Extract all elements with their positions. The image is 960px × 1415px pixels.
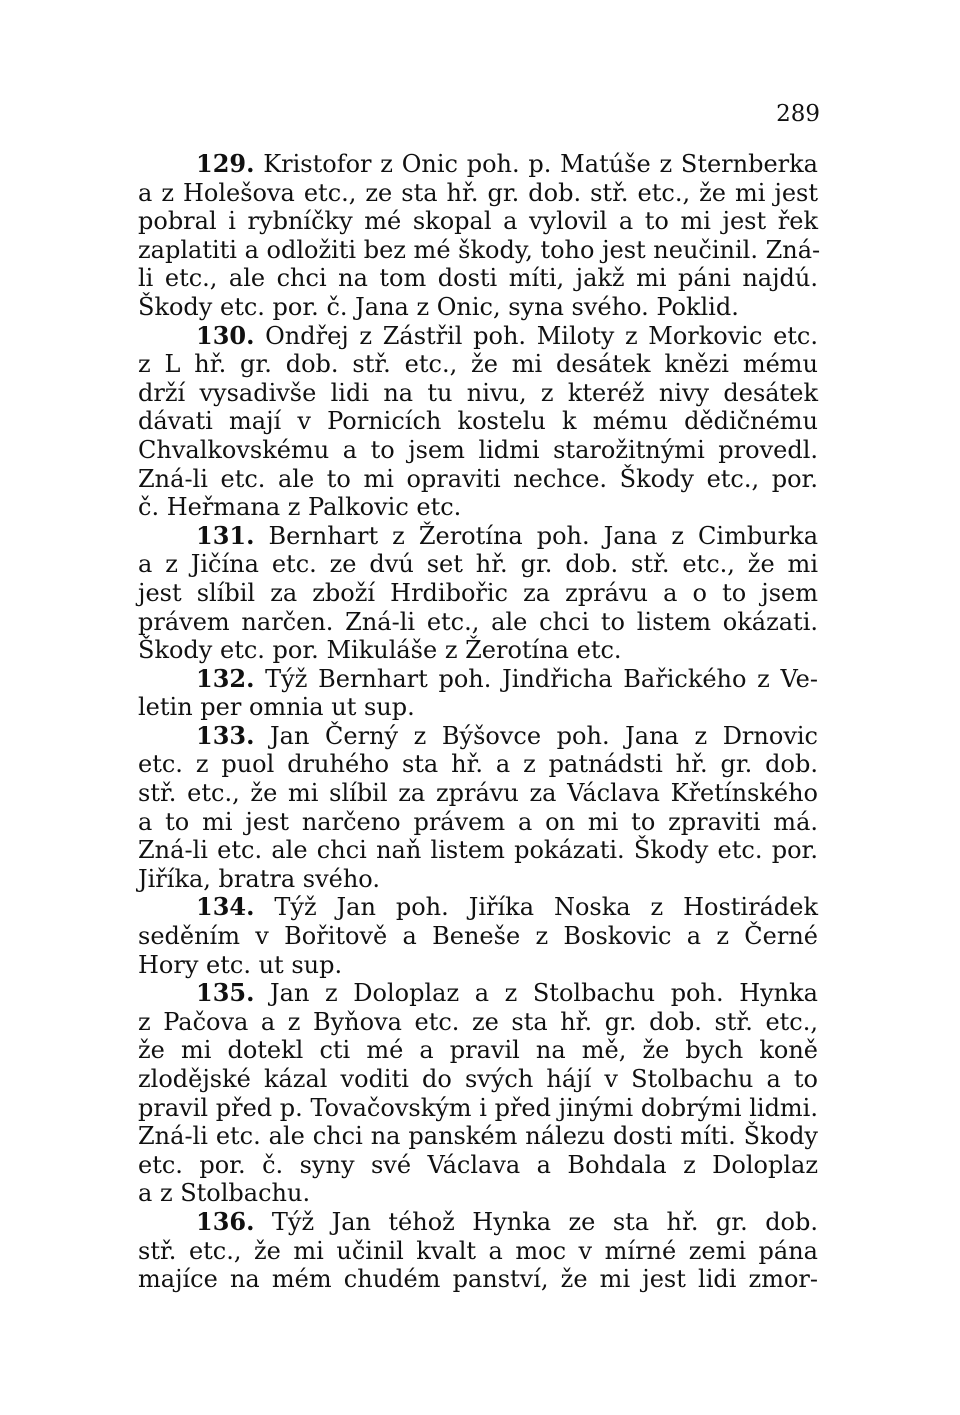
line-text: a z Stolbachu. [138, 1179, 311, 1208]
text-line [138, 1265, 818, 1294]
text-line [138, 235, 821, 265]
line-text: Týž Jan poh. Jiříka Noska z Hostirádek [254, 893, 818, 922]
line-text: Týž Jan téhož Hynka ze sta hř. gr. dob. [254, 1207, 818, 1236]
line-text: Hory etc. ut sup. [138, 950, 343, 979]
text-line [138, 350, 818, 379]
text-line [138, 893, 818, 922]
line-text: Jiříka, bratra svého. [138, 864, 380, 893]
line-text: li etc., ale chci na tom dosti míti, jakž mi páni najdú. [138, 264, 818, 293]
line-text: a to mi jest narčeno právem a on mi to zpraviti má. [138, 807, 818, 836]
text-line [138, 407, 818, 436]
text-line [138, 665, 818, 694]
line-text: stř. etc., že mi učinil kvalt a moc v mírné zemi pána [138, 1236, 818, 1265]
text-line [138, 693, 818, 722]
entry-number: 135. [196, 978, 255, 1008]
line-text: dávati mají v Pornicích kostelu k mému dědičnému [138, 407, 818, 436]
entry-number: 132. [196, 663, 255, 693]
line-text: Zná-li etc. ale chci naň listem pokázati. Škody etc. por. [138, 836, 818, 865]
line-text: z Pačova a z Byňova etc. ze sta hř. gr. dob. stř. etc., [138, 1007, 818, 1036]
text-line [138, 1122, 818, 1151]
text-line [138, 550, 818, 579]
text-line [138, 608, 818, 637]
text-line [138, 150, 818, 179]
page-number: 289 [776, 101, 820, 127]
line-text: právem narčen. Zná-li etc., ale chci to listem okázati. [138, 607, 818, 636]
text-line [138, 493, 818, 522]
line-text: Kristofor z Onic poh. p. Matúše z Sternberka [254, 150, 818, 178]
text-line [138, 922, 818, 951]
text-line [138, 636, 818, 665]
line-text: Jan Černý z Býšovce poh. Jana z Drnovic [254, 721, 818, 750]
entry-number: 134. [196, 892, 255, 922]
line-text: Škody etc. por. Mikuláše z Žerotína etc. [138, 636, 622, 665]
entry-number: 130. [196, 320, 255, 350]
text-line [138, 1036, 818, 1065]
entry-number: 129. [196, 149, 255, 178]
text-line [138, 1208, 818, 1237]
line-text: Zná-li etc. ale to mi opraviti nechce. Škody etc., por. [138, 464, 818, 493]
text-line [138, 1094, 818, 1123]
text-line [138, 1008, 818, 1037]
line-text: Jan z Doloplaz a z Stolbachu poh. Hynka [254, 979, 818, 1008]
line-text: jest slíbil za zboží Hrdibořic za zprávu a o to jsem [138, 578, 818, 607]
text-line [138, 436, 818, 465]
line-text: majíce na mém chudém panství, že mi jest lidi zmor- [138, 1265, 818, 1294]
text-line [138, 836, 818, 865]
text-line [138, 1151, 818, 1180]
text-line [138, 379, 818, 408]
line-text: etc. por. č. syny své Václava a Bohdala z Doloplaz [138, 1150, 818, 1179]
text-line [138, 465, 818, 494]
line-text: zaplatiti a odložiti bez mé škody, toho jest neučinil. Zná- [138, 235, 821, 264]
text-line [138, 322, 818, 351]
text-line [138, 293, 818, 322]
text-line [138, 808, 818, 837]
line-text: Zná-li etc. ale chci na panském nálezu dosti míti. Škody [138, 1122, 818, 1151]
text-line [138, 979, 818, 1008]
text-line [138, 264, 818, 293]
line-text: Škody etc. por. č. Jana z Onic, syna svého. Poklid. [138, 292, 739, 321]
line-text: zlodějské kázal voditi do svých hájí v Stolbachu a to [138, 1065, 818, 1093]
line-text: že mi dotekl cti mé a pravil na mě, že bych koně [138, 1036, 818, 1065]
entry-number: 136. [196, 1206, 255, 1236]
line-text: pravil před p. Tovačovským i před jinými dobrými lidmi. [138, 1093, 818, 1122]
text-line [138, 179, 818, 208]
line-text: stř. etc., že mi slíbil za zprávu za Václava Křetínského [138, 779, 818, 808]
text-line [138, 1179, 818, 1208]
text-line [138, 722, 818, 751]
text-line [138, 522, 818, 551]
text-line [138, 750, 818, 779]
entry-number: 133. [196, 720, 255, 750]
line-text: Chvalkovskému a to jsem lidmi starožitnými provedl. [138, 435, 818, 464]
entry-number: 131. [196, 520, 255, 550]
text-line [138, 1237, 818, 1266]
text-line [138, 951, 818, 980]
text-line [138, 1065, 818, 1094]
line-text: Týž Bernhart poh. Jindřicha Bařického z Ve- [254, 664, 818, 693]
line-text: Bernhart z Žerotína poh. Jana z Cimburka [254, 521, 818, 550]
line-text: seděním v Bořitově a Beneše z Boskovic a z Černé [138, 922, 818, 951]
line-text: č. Heřmana z Palkovic etc. [138, 493, 462, 522]
line-text: letin per omnia ut sup. [138, 693, 415, 722]
line-text: z L hř. gr. dob. stř. etc., že mi desátek knězi mému [138, 350, 818, 379]
text-line [138, 207, 818, 236]
text-line [138, 865, 818, 894]
line-text: pobral i rybníčky mé skopal a vylovil a to mi jest řek [138, 207, 818, 236]
line-text: a z Jičína etc. ze dvú set hř. gr. dob. stř. etc., že mi [138, 550, 818, 579]
body-text [138, 149, 821, 1294]
line-text: a z Holešova etc., ze sta hř. gr. dob. stř. etc., že mi jest [138, 178, 818, 207]
text-line [138, 779, 818, 808]
line-text: etc. z puol druhého sta hř. a z patnádsti hř. gr. dob. [138, 750, 818, 779]
line-text: Ondřej z Zástřil poh. Miloty z Morkovic etc. [254, 321, 818, 350]
line-text: drží vysadivše lidi na tu nivu, z kteréž nivy desátek [138, 378, 818, 407]
text-line [138, 579, 818, 608]
